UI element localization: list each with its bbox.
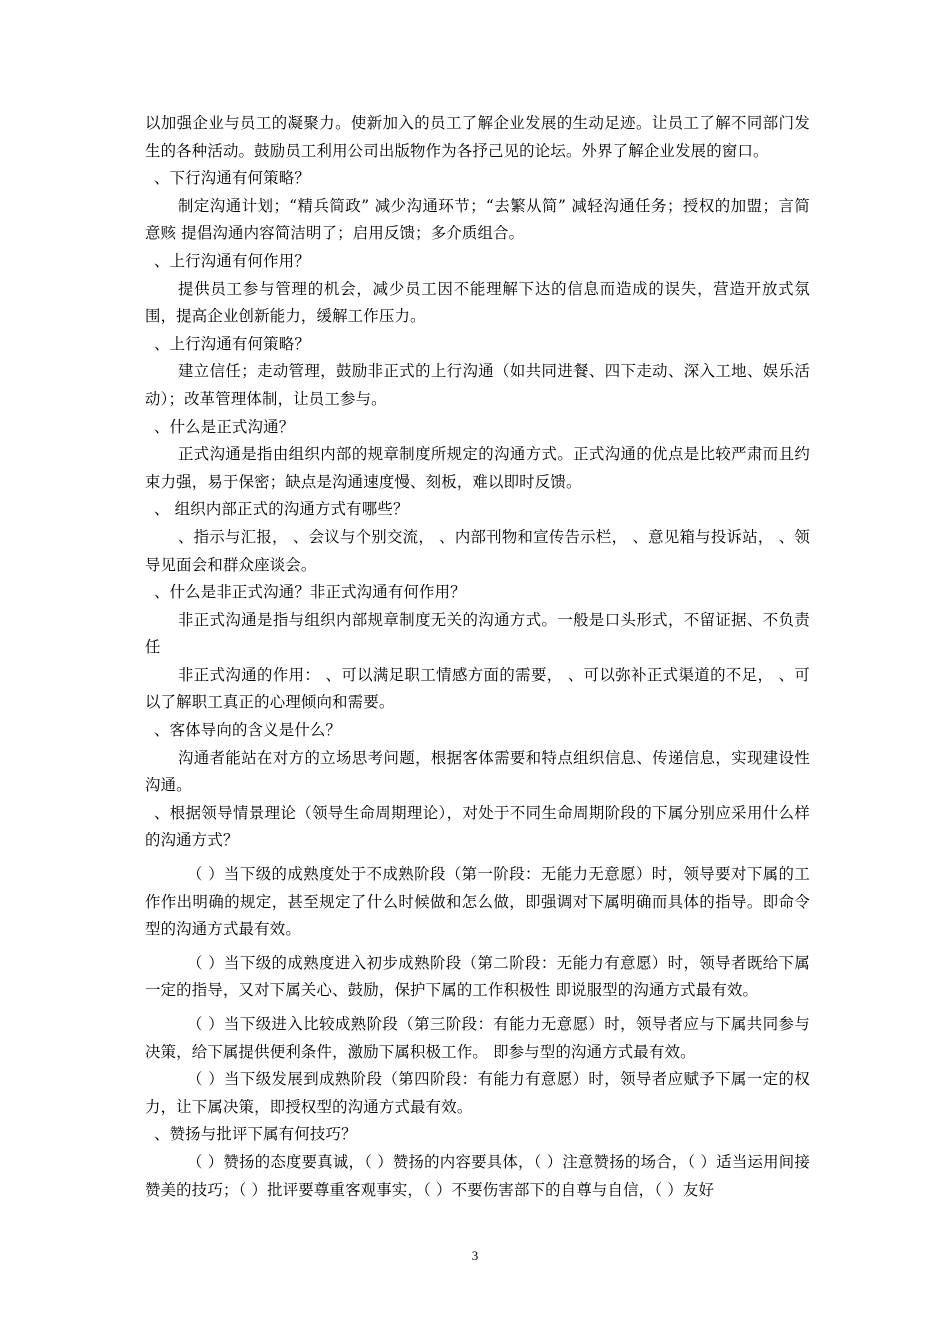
question-heading: 、赞扬与批评下属有何技巧？ bbox=[154, 1125, 357, 1144]
question-heading: 、 组织内部正式的沟通方式有哪些？ bbox=[154, 500, 409, 519]
paragraph: （ ）当下级的成熟度处于不成熟阶段（第一阶段：无能力无意愿）时，领导要对下属的工作作出明确的规定，甚至规定了什么时候做和怎么做，即强调对下属明确而具体的指导。即命令型的沟通方式最有效。 bbox=[145, 865, 810, 939]
document-body bbox=[145, 110, 810, 1204]
page-number: 3 bbox=[471, 1248, 479, 1263]
question-heading: 、根据领导情景理论（领导生命周期理论），对处于不同生命周期阶段的下属分别应采用什么样的沟通方式？ bbox=[145, 803, 810, 850]
paragraph: 非正式沟通的作用： 、可以满足职工情感方面的需要， 、可以弥补正式渠道的不足， 、可以了解职工真正的心理倾向和需要。 bbox=[145, 665, 810, 712]
paragraph: 、指示与汇报， 、会议与个别交流， 、内部刊物和宣传告示栏， 、意见箱与投诉站， 、领导见面会和群众座谈会。 bbox=[145, 527, 810, 574]
question-heading: 、什么是正式沟通？ bbox=[154, 417, 295, 436]
paragraph: 建立信任；走动管理，鼓励非正式的上行沟通（如共同进餐、四下走动、深入工地、娱乐活动）；改革管理体制，让员工参与。 bbox=[145, 362, 810, 408]
question-heading: 、什么是非正式沟通？非正式沟通有何作用？ bbox=[154, 583, 466, 602]
paragraph: 正式沟通是指由组织内部的规章制度所规定的沟通方式。正式沟通的优点是比较严肃而且约束力强，易于保密；缺点是沟通速度慢、刻板，难以即时反馈。 bbox=[145, 445, 810, 491]
paragraph: （ ）赞扬的态度要真诚，（ ）赞扬的内容要具体，（ ）注意赞扬的场合，（ ）适当运用间接赞美的技巧；（ ）批评要尊重客观事实，（ ）不要伤害部下的自尊与自信，（ ）友好 bbox=[145, 1152, 810, 1199]
paragraph: （ ）当下级进入比较成熟阶段（第三阶段：有能力无意愿）时，领导者应与下属共同参与决策，给下属提供便利条件，激励下属积极工作。 即参与型的沟通方式最有效。 bbox=[145, 1015, 810, 1061]
question-heading: 、客体导向的含义是什么？ bbox=[154, 721, 342, 740]
paragraph: （ ）当下级的成熟度进入初步成熟阶段（第二阶段：无能力有意愿）时，领导者既给下属一定的指导，又对下属关心、鼓励，保护下属的工作积极性 即说服型的沟通方式最有效。 bbox=[145, 953, 810, 1000]
paragraph: 以加强企业与员工的凝聚力。使新加入的员工了解企业发展的生动足迹。让员工了解不同部门发生的各种活动。鼓励员工利用公司出版物作为各抒己见的论坛。外界了解企业发展的窗口。 bbox=[145, 114, 810, 160]
question-heading: 、上行沟通有何策略？ bbox=[154, 334, 310, 353]
paragraph: 沟通者能站在对方的立场思考问题，根据客体需要和特点组织信息、传递信息，实现建设性沟通。 bbox=[145, 748, 810, 795]
paragraph: 制定沟通计划；“精兵简政” 减少沟通环节；“去繁从简” 减轻沟通任务；授权的加盟；言简意赅 提倡沟通内容简洁明了；启用反馈；多介质组合。 bbox=[145, 196, 810, 243]
paragraph: （ ）当下级发展到成熟阶段（第四阶段：有能力有意愿）时，领导者应赋予下属一定的权力，让下属决策，即授权型的沟通方式最有效。 bbox=[145, 1070, 810, 1116]
question-heading: 、下行沟通有何策略？ bbox=[154, 169, 310, 188]
paragraph: 非正式沟通是指与组织内部规章制度无关的沟通方式。一般是口头形式，不留证据、不负责任 bbox=[145, 610, 810, 657]
question-heading: 、上行沟通有何作用？ bbox=[154, 251, 310, 270]
paragraph: 提供员工参与管理的机会，减少员工因不能理解下达的信息而造成的误失，营造开放式氛围，提高企业创新能力，缓解工作压力。 bbox=[145, 279, 810, 326]
